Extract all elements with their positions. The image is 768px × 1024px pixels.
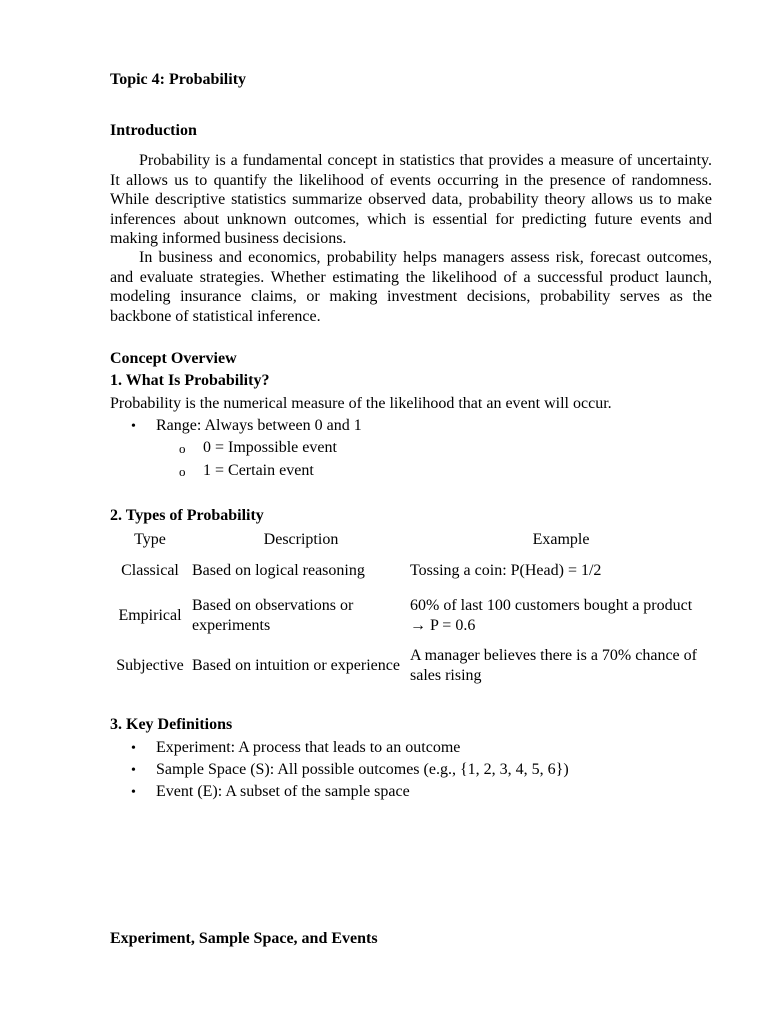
key-definitions-heading: 3. Key Definitions (110, 716, 233, 733)
bullet-icon: • (131, 419, 136, 434)
table-row (110, 641, 712, 691)
table-cell-example: Tossing a coin: P(Head) = 1/2 (410, 562, 602, 579)
definition-item-1 (131, 760, 691, 780)
table-header-description: Description (263, 531, 339, 548)
range-sub-text-0: 0 = Impossible event (203, 439, 337, 456)
definition-text-0: Experiment: A process that leads to an outcome (156, 739, 461, 756)
table-row (110, 591, 712, 641)
definition-text-2: Event (E): A subset of the sample space (156, 783, 410, 800)
table-cell-type: Subjective (116, 657, 184, 674)
range-sub-text-1: 1 = Certain event (203, 462, 314, 479)
range-bullet-text: Range: Always between 0 and 1 (156, 417, 362, 434)
table-cell-description: Based on logical reasoning (192, 562, 365, 579)
sub-bullet-icon: o (179, 464, 186, 479)
sub-bullet-icon: o (179, 441, 186, 456)
bullet-icon: • (131, 785, 136, 800)
intro-paragraph-1: Probability is a fundamental concept in statistics that provides a measure of uncertainty. It allows us to quantify the likelihood of events occurring in the presence of randomness. While descriptive statistics summarize observed data, probability theory allows us to make inferences about unknown outcomes, which is essential for predicting future events and making informed business decisions. (110, 152, 712, 247)
table-cell-description: Based on observations or experiments (192, 597, 354, 634)
bullet-icon: • (131, 763, 136, 778)
table-header-type: Type (134, 531, 166, 548)
intro-paragraph-2: In business and economics, probability helps managers assess risk, forecast outcomes, and evaluate strategies. Whether estimating the likelihood of a successful product launch, modeling insurance claims, or making investment decisions, probability serves as the backbone of statistical inference. (110, 249, 712, 325)
range-sub-item-0 (179, 438, 479, 458)
range-bullet-item (131, 416, 531, 436)
types-of-probability-table (110, 529, 712, 691)
definition-item-0 (131, 738, 691, 758)
probability-definition-text: Probability is the numerical measure of the likelihood that an event will occur. (110, 395, 612, 412)
table-cell-description: Based on intuition or experience (192, 657, 400, 674)
table-row (110, 551, 712, 591)
concept-overview-heading: Concept Overview (110, 350, 237, 367)
table-cell-type: Classical (121, 562, 179, 579)
definition-text-1: Sample Space (S): All possible outcomes (e.g., {1, 2, 3, 4, 5, 6}) (156, 761, 569, 778)
bullet-icon: • (131, 741, 136, 756)
types-of-probability-heading: 2. Types of Probability (110, 507, 264, 524)
what-is-probability-heading: 1. What Is Probability? (110, 372, 270, 389)
range-sub-item-1 (179, 461, 479, 481)
page-title: Topic 4: Probability (110, 71, 247, 88)
experiment-sample-space-events-heading: Experiment, Sample Space, and Events (110, 930, 378, 947)
table-cell-type: Empirical (118, 607, 182, 624)
table-header-row (110, 529, 712, 551)
table-cell-example: 60% of last 100 customers bought a product → P = 0.6 (410, 597, 693, 634)
table-header-example: Example (532, 531, 590, 548)
introduction-heading: Introduction (110, 122, 197, 139)
table-cell-example: A manager believes there is a 70% chance of sales rising (410, 647, 697, 684)
definition-item-2 (131, 782, 691, 802)
